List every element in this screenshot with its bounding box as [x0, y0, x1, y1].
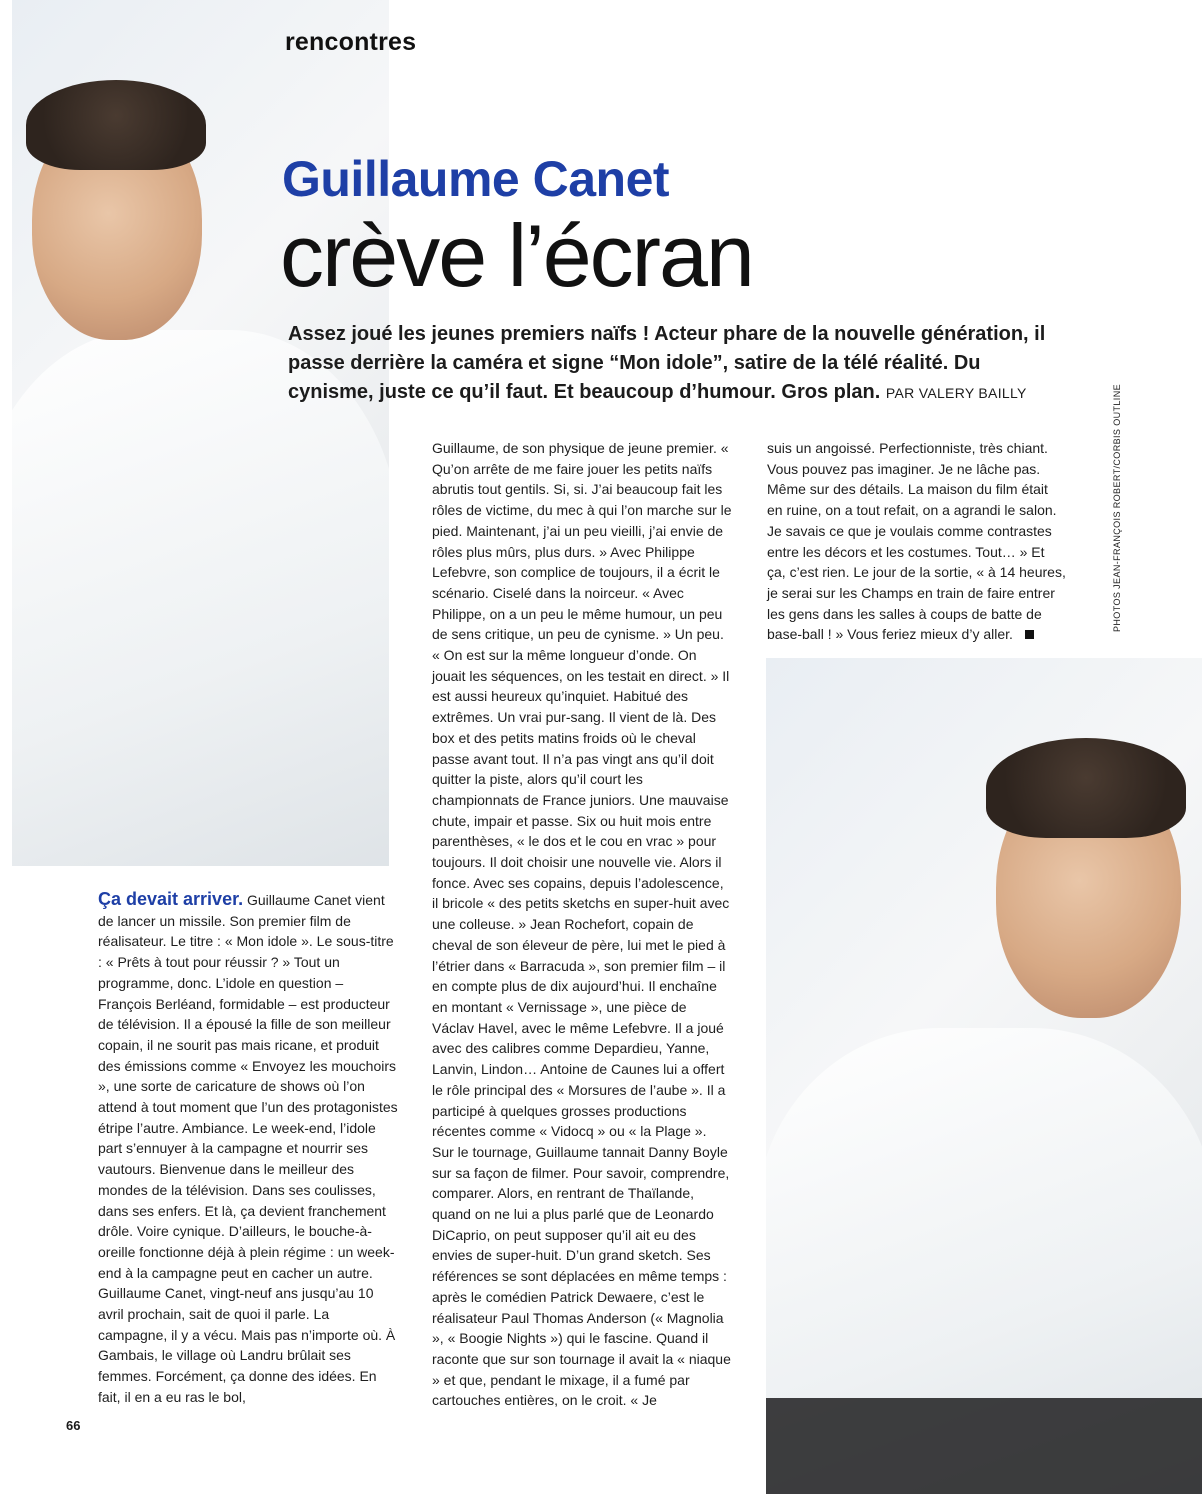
- article-column-3: [767, 438, 1067, 645]
- article-column-1: [98, 889, 398, 1408]
- portrait-photo-top: [12, 0, 389, 866]
- kicker: Ça devait arriver.: [98, 889, 244, 909]
- column-1-text: Guillaume Canet vient de lancer un missile. Son premier film de réalisateur. Le titre : « Mon idole ». Le sous-titre : « Prêts à tout pour réussir ? » Tout un programme, donc. L’idole en question – François Berléand, formidable – est producteur de télévision. Il a épousé la fille de son meilleur copain, il ne sourit pas mais ricane, et produit des émissions comme « Envoyez les mouchoirs », une sorte de caricature de shows où l’on attend à tout moment que l’un des protagonistes étripe l’autre. Ambiance. Le week-end, l’idole part s’ennuyer à la campagne et nourrir ses vautours. Bienvenue dans le meilleur des mondes de la télévision. Dans ses coulisses, dans ses enfers. Et là, ça devient franchement drôle. Voire cynique. D’ailleurs, le bouche-à-oreille fonctionne déjà à plein régime : un week-end à la campagne peut en cacher un autre. Guillaume Canet, vingt-neuf ans jusqu’au 10 avril prochain, sait de quoi il parle. La campagne, il y a vécu. Mais pas n’importe où. À Gambais, le village où Landru brûlait ses femmes. Forcément, ça donne des idées. En fait, il en a eu ras le bol,: [98, 892, 398, 1405]
- headline-tagline: crève l’écran: [280, 206, 753, 305]
- section-label: rencontres: [285, 28, 417, 56]
- portrait-photo-bottom: [766, 658, 1202, 1494]
- headline-name: Guillaume Canet: [282, 151, 670, 207]
- byline: PAR VALERY BAILLY: [885, 385, 1027, 401]
- article-column-2: Guillaume, de son physique de jeune premier. « Qu’on arrête de me faire jouer les petits naïfs abrutis tout gentils. Si, si. J’ai beaucoup fait les rôles de victime, du mec à qui l’on marche sur le pied. Maintenant, j’ai un peu vieilli, j’ai envie de rôles plus mûrs, plus durs. » Avec Philippe Lefebvre, son complice de toujours, il a écrit le scénario. Ciselé dans la noirceur. « Avec Philippe, on a un peu le même humour, un peu de sens critique, un peu de cynisme. » Un peu. « On est sur la même longueur d’onde. On jouait les séquences, on les testait en direct. » Il est aussi heureux qu’inquiet. Habitué des extrêmes. Un vrai pur-sang. Il vient de là. Des box et des petits matins froids où le cheval passe avant tout. Il n’a pas vingt ans qu’il doit quitter la piste, alors qu’il court les championnats de France juniors. Une mauvaise chute, impair et passe. Six ou huit mois entre parenthèses, « le dos et le cou en vrac » pour toujours. Il doit choisir une nouvelle vie. Alors il fonce. Avec ses copains, depuis l’adolescence, il bricole « des petits sketchs en super-huit avec une colleuse. » Jean Rochefort, copain de cheval de son éleveur de père, lui met le pied à l’étrier dans « Barracuda », son premier film – il en compte plus de dix aujourd’hui. Il enchaîne en montant « Vernissage », une pièce de Václav Havel, avec le même Lefebvre. Il a joué avec des calibres comme Depardieu, Yanne, Lanvin, Lindon… Antoine de Caunes lui a offert le rôle principal des « Morsures de l’aube ». Il a participé à quelques grosses productions récentes comme « Vidocq » ou « la Plage ». Sur le tournage, Guillaume tannait Danny Boyle sur sa façon de filmer. Pour savoir, comprendre, comparer. Alors, en rentrant de Thaïlande, quand on ne lui a plus parlé que de Leonardo DiCaprio, on peut supposer qu’il ait eu des envies de super-huit. D’un grand sketch. Ses références se sont déplacées en même temps : après le comédien Patrick Dewaere, c’est le réalisateur Paul Thomas Anderson (« Magnolia », « Boogie Nights ») qui le fascine. Quand il raconte que sur son tournage il avait la « niaque » et que, pendant le mixage, il a fumé par cartouches entières, on le croit. « Je: [432, 440, 732, 1409]
- lead-paragraph: [288, 320, 1048, 408]
- end-mark-icon: [1025, 630, 1034, 639]
- photo-credit: PHOTOS JEAN-FRANÇOIS ROBERT/CORBIS OUTLINE: [1112, 383, 1122, 632]
- page-number: 66: [66, 1418, 81, 1433]
- column-3-text: suis un angoissé. Perfectionniste, très chiant. Vous pouvez pas imaginer. Je ne lâche pas. Même sur des détails. La maison du film était en ruine, on a tout refait, on a agrandi le salon. Je savais ce que je voulais comme contrastes entre les décors et les costumes. Tout… » Et ça, c’est rien. Le jour de la sortie, « à 14 heures, je serai sur les Champs en train de faire entrer les gens dans les salles à coups de batte de base-ball ! » Vous feriez mieux d’y aller.: [767, 440, 1066, 643]
- lead-text: Assez joué les jeunes premiers naïfs ! Acteur phare de la nouvelle génération, il passe derrière la caméra et signe “Mon idole”, satire de la télé réalité. Du cynisme, juste ce qu’il faut. Et beaucoup d’humour. Gros plan.: [288, 323, 1046, 403]
